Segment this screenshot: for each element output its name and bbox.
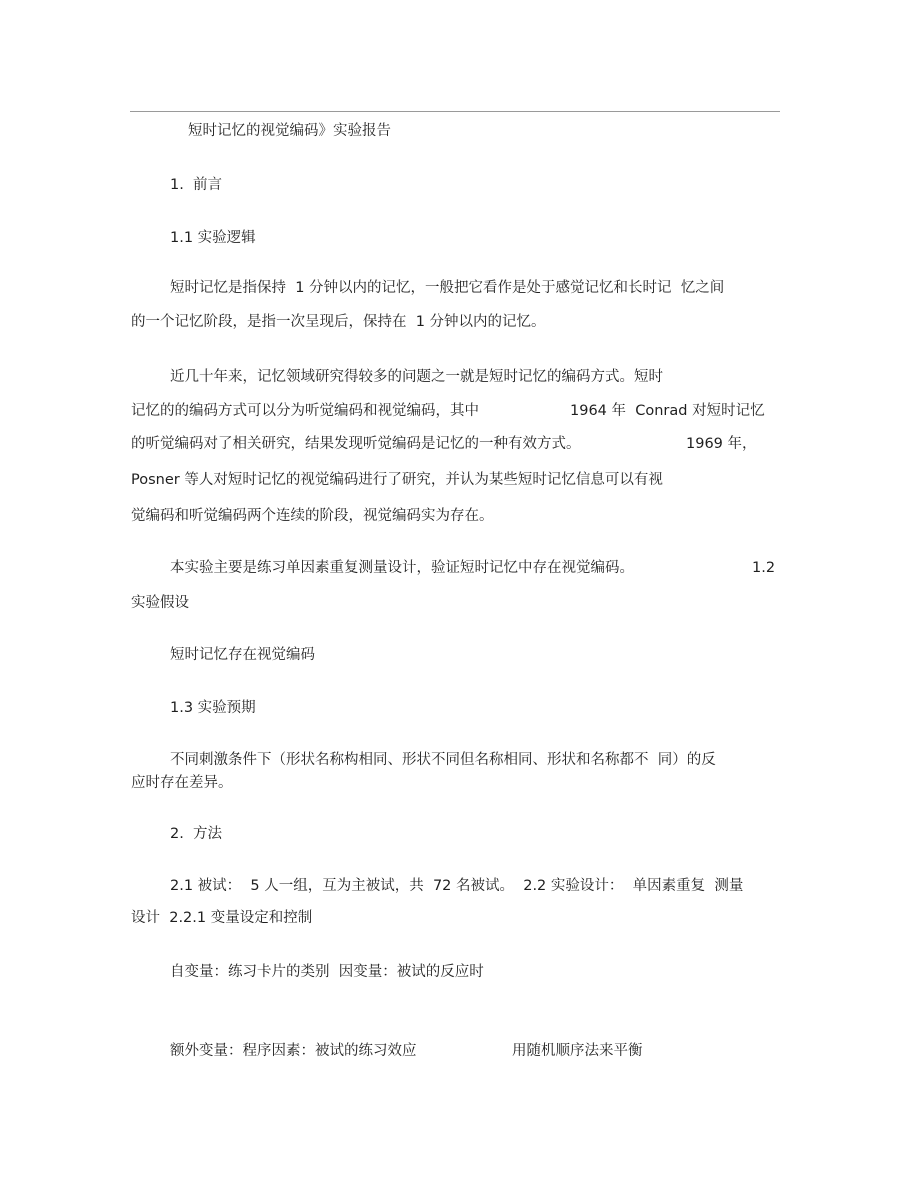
paragraph-line: 本实验主要是练习单因素重复测量设计，验证短时记忆中存在视觉编码。 (170, 560, 634, 576)
variables-line: 自变量：练习卡片的类别 因变量：被试的反应时 (170, 964, 484, 980)
section-heading-hypothesis: 实验假设 (131, 595, 189, 611)
section-number: 1.2 (752, 560, 776, 576)
paragraph-line: 设计 2.2.1 变量设定和控制 (131, 910, 313, 926)
paragraph-line: 的一个记忆阶段，是指一次呈现后，保持在 1 分钟以内的记忆。 (131, 314, 546, 330)
section-heading-preface: 1. 前言 (170, 177, 223, 193)
extra-variables-line: 额外变量：程序因素：被试的练习效应 (170, 1043, 417, 1059)
paragraph-line: 记忆的的编码方式可以分为听觉编码和视觉编码，其中 (131, 403, 479, 419)
section-heading-method: 2. 方法 (170, 826, 223, 842)
paragraph-line: 2.1 被试： 5 人一组，互为主被试，共 72 名被试。 2.2 实验设计： 单因素重复 测量 (170, 878, 744, 894)
paragraph-line: 觉编码和听觉编码两个连续的阶段，视觉编码实为存在。 (131, 508, 494, 524)
paragraph-line: 近几十年来，记忆领域研究得较多的问题之一就是短时记忆的编码方式。短时 (170, 369, 663, 385)
paragraph-line: Posner 等人对短时记忆的视觉编码进行了研究，并认为某些短时记忆信息可以有视 (131, 472, 663, 488)
paragraph-line: 1969 年， (686, 436, 757, 452)
section-heading-expectation: 1.3 实验预期 (170, 700, 256, 716)
hypothesis-text: 短时记忆存在视觉编码 (170, 647, 315, 663)
paragraph-line: 的听觉编码对了相关研究，结果发现听觉编码是记忆的一种有效方式。 (131, 436, 581, 452)
section-heading-logic: 1.1 实验逻辑 (170, 230, 256, 246)
paragraph-line: 不同刺激条件下（形状名称构相同、形状不同但名称相同、形状和名称都不 同）的反 (170, 752, 716, 768)
extra-variables-control: 用随机顺序法来平衡 (512, 1043, 643, 1059)
document-title: 短时记忆的视觉编码》实验报告 (188, 123, 391, 139)
paragraph-line: 1964 年 Conrad 对短时记忆 (570, 403, 765, 419)
header-rule (130, 111, 780, 112)
paragraph-line: 应时存在差异。 (131, 775, 233, 791)
paragraph-line: 短时记忆是指保持 1 分钟以内的记忆，一般把它看作是处于感觉记忆和长时记 忆之间 (170, 280, 725, 296)
